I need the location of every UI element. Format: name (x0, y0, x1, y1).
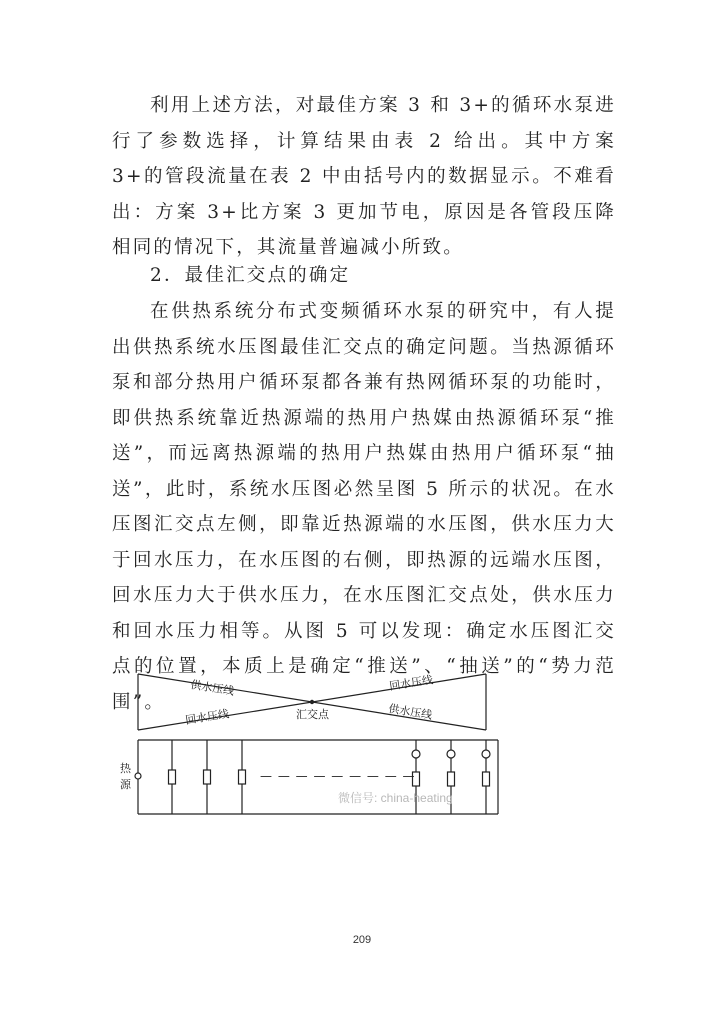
user-branch (204, 740, 211, 814)
pressure-diagram (110, 668, 510, 818)
omitted-users-dashes: — — — — — — — — — (260, 769, 416, 783)
paragraph-2: 在供热系统分布式变频循环水泵的研究中，有人提出供热系统水压图最佳汇交点的确定问题。当热源循环泵和部分热用户循环泵都各兼有热网循环泵的功能时，即供热系统靠近热源端的热用户热媒由热源循环泵“推送”，而远离热源端的热用户热媒由热用户循环泵“抽送”，此时，系统水压图必然呈图 5 所示的状况。在水压图汇交点左侧，即靠近热源端的水压图，供水压力大于回水压力，在水压图的右侧，即热源的远端水压图，回水压力大于供水压力，在水压图汇交点处，供水压力和回水压力相等。从图 5 可以发现：确定水压图汇交点的位置，本质上是确定“推送”、“抽送”的“势力范围”。 (112, 301, 616, 713)
supply-line-label-left: 供水压线 (189, 678, 236, 698)
heat-source-pump-icon (135, 773, 141, 779)
page-number: 209 (352, 934, 372, 946)
supply-line-label-right: 供水压线 (387, 702, 434, 722)
cross-point-marker (310, 700, 314, 704)
user-branch-with-pump (482, 740, 490, 814)
return-line-label-left: 回水压线 (184, 707, 230, 727)
section-heading: 2．最佳汇交点的确定 (150, 265, 351, 286)
user-branch (239, 740, 246, 814)
paragraph-1: 利用上述方法，对最佳方案 3 和 3+的循环水泵进行了参数选择，计算结果由表 2 给出。其中方案 3+的管段流量在表 2 中由括号内的数据显示。不难看出：方案 3+比方案 3 更加节电，原因是各管段压降相同的情况下，其流量普遍减小所致。 (112, 95, 616, 258)
watermark-text: 微信号: china-heating (338, 791, 453, 805)
heat-source-label-2: 源 (120, 778, 131, 791)
cross-point-label: 汇交点 (296, 708, 329, 721)
return-line-label-right: 回水压线 (388, 673, 434, 693)
heat-source-label-1: 热 (120, 762, 131, 775)
user-branch (169, 740, 176, 814)
